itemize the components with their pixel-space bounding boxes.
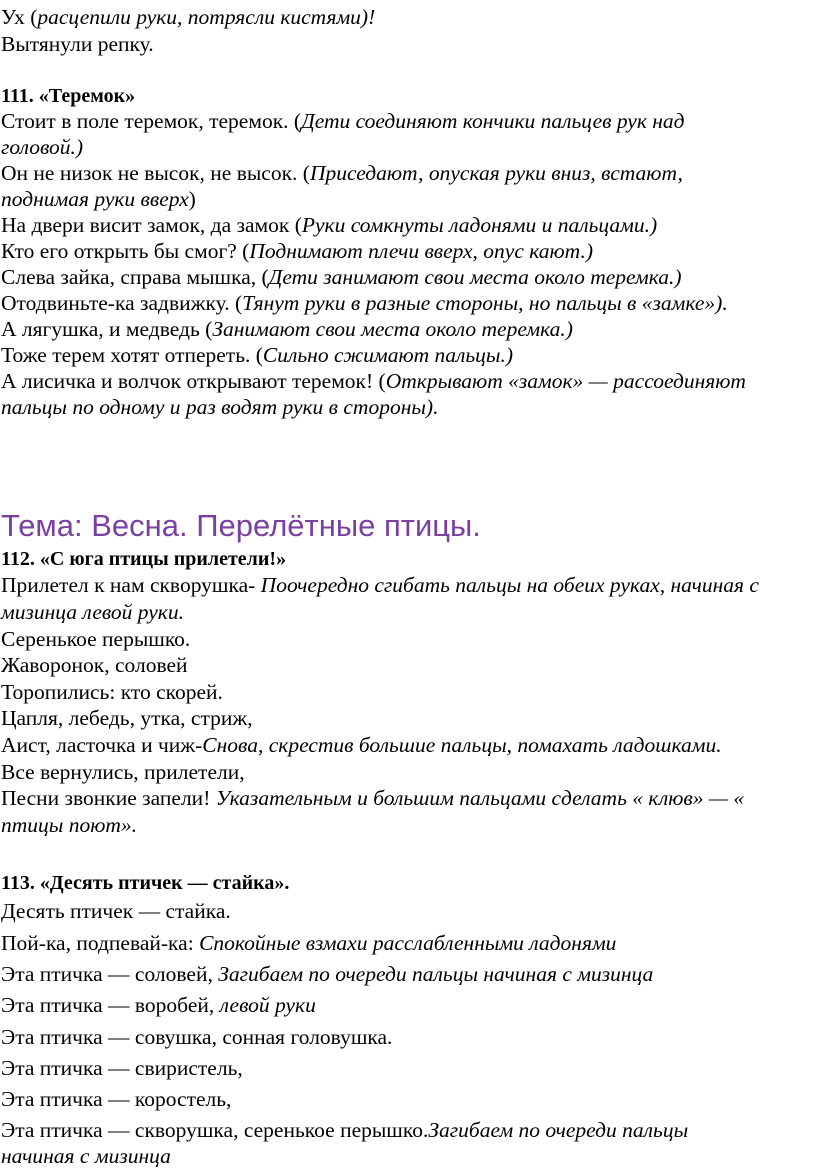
text-line: Прилетел к нам скворушка- Поочередно сгибать пальцы на обеих руках, начиная с bbox=[1, 573, 759, 597]
text-line: Ух (расцепили руки, потрясли кистями)! bbox=[1, 5, 376, 29]
text-line: Торопились: кто скорей. bbox=[1, 680, 223, 704]
text-line: Эта птичка — воробей, левой руки bbox=[1, 993, 316, 1017]
text-line: Десять птичек — стайка. bbox=[1, 899, 231, 923]
text-line: птицы поют». bbox=[1, 813, 138, 837]
text-line: Тоже терем хотят отпереть. (Сильно сжимают пальцы.) bbox=[1, 343, 514, 367]
text-line: Стоит в поле теремок, теремок. (Дети соединяют кончики пальцев рук над bbox=[1, 109, 685, 133]
text-line: Аист, ласточка и чиж-Снова, скрестив большие пальцы, помахать ладошками. bbox=[1, 733, 722, 757]
text-line: пальцы по одному и раз водят руки в стороны). bbox=[1, 395, 439, 419]
text-line: Эта птичка — свиристель, bbox=[1, 1056, 243, 1080]
text-line: Пой-ка, подпевай-ка: Спокойные взмахи расслабленными ладонями bbox=[1, 931, 617, 955]
text-line: Эта птичка — коростель, bbox=[1, 1087, 232, 1111]
text-line: Вытянули репку. bbox=[1, 32, 154, 56]
text-line: Серенькое перышко. bbox=[1, 627, 191, 651]
text-line: головой.) bbox=[1, 135, 84, 159]
exercise-113-title: 113. «Десять птичек — стайка». bbox=[1, 872, 290, 894]
text-line: Все вернулись, прилетели, bbox=[1, 760, 245, 784]
text-line: Цапля, лебедь, утка, стриж, bbox=[1, 706, 253, 730]
text-line: Он не низок не высок, не высок. (Приседают, опуская руки вниз, встают, bbox=[1, 161, 683, 185]
text-line: А лисичка и волчок открывают теремок! (Открывают «замок» — рассоединяют bbox=[1, 369, 746, 393]
topic-heading: Тема: Весна. Перелётные птицы. bbox=[1, 508, 481, 543]
text-line: Эта птичка — совушка, сонная головушка. bbox=[1, 1025, 393, 1049]
text-line: На двери висит замок, да замок (Руки сомкнуты ладонями и пальцами.) bbox=[1, 213, 658, 237]
text-line: Кто его открыть бы смог? (Поднимают плечи вверх, опус кают.) bbox=[1, 239, 593, 263]
text-line: начиная с мизинца bbox=[1, 1144, 171, 1168]
exercise-112-title: 112. «С юга птицы прилетели!» bbox=[1, 548, 287, 570]
text-line: Слева зайка, справа мышка, (Дети занимают свои места около теремка.) bbox=[1, 265, 682, 289]
text-line: Жаворонок, соловей bbox=[1, 653, 188, 677]
text-line: Эта птичка — соловей, Загибаем по очереди пальцы начиная с мизинца bbox=[1, 962, 654, 986]
text-line: А лягушка, и медведь (Занимают свои места около теремка.) bbox=[1, 317, 573, 341]
text-line: Эта птичка — скворушка, серенькое перышко.Загибаем по очереди пальцы bbox=[1, 1118, 689, 1142]
text-line: поднимая руки вверх) bbox=[1, 187, 196, 211]
text-line: мизинца левой руки. bbox=[1, 600, 184, 624]
text-line: Песни звонкие запели! Указательным и большим пальцами сделать « клюв» — « bbox=[1, 786, 745, 810]
exercise-111-title: 111. «Теремок» bbox=[1, 85, 136, 107]
text-line: Отодвиньте-ка задвижку. (Тянут руки в разные стороны, но пальцы в «замке»). bbox=[1, 291, 728, 315]
